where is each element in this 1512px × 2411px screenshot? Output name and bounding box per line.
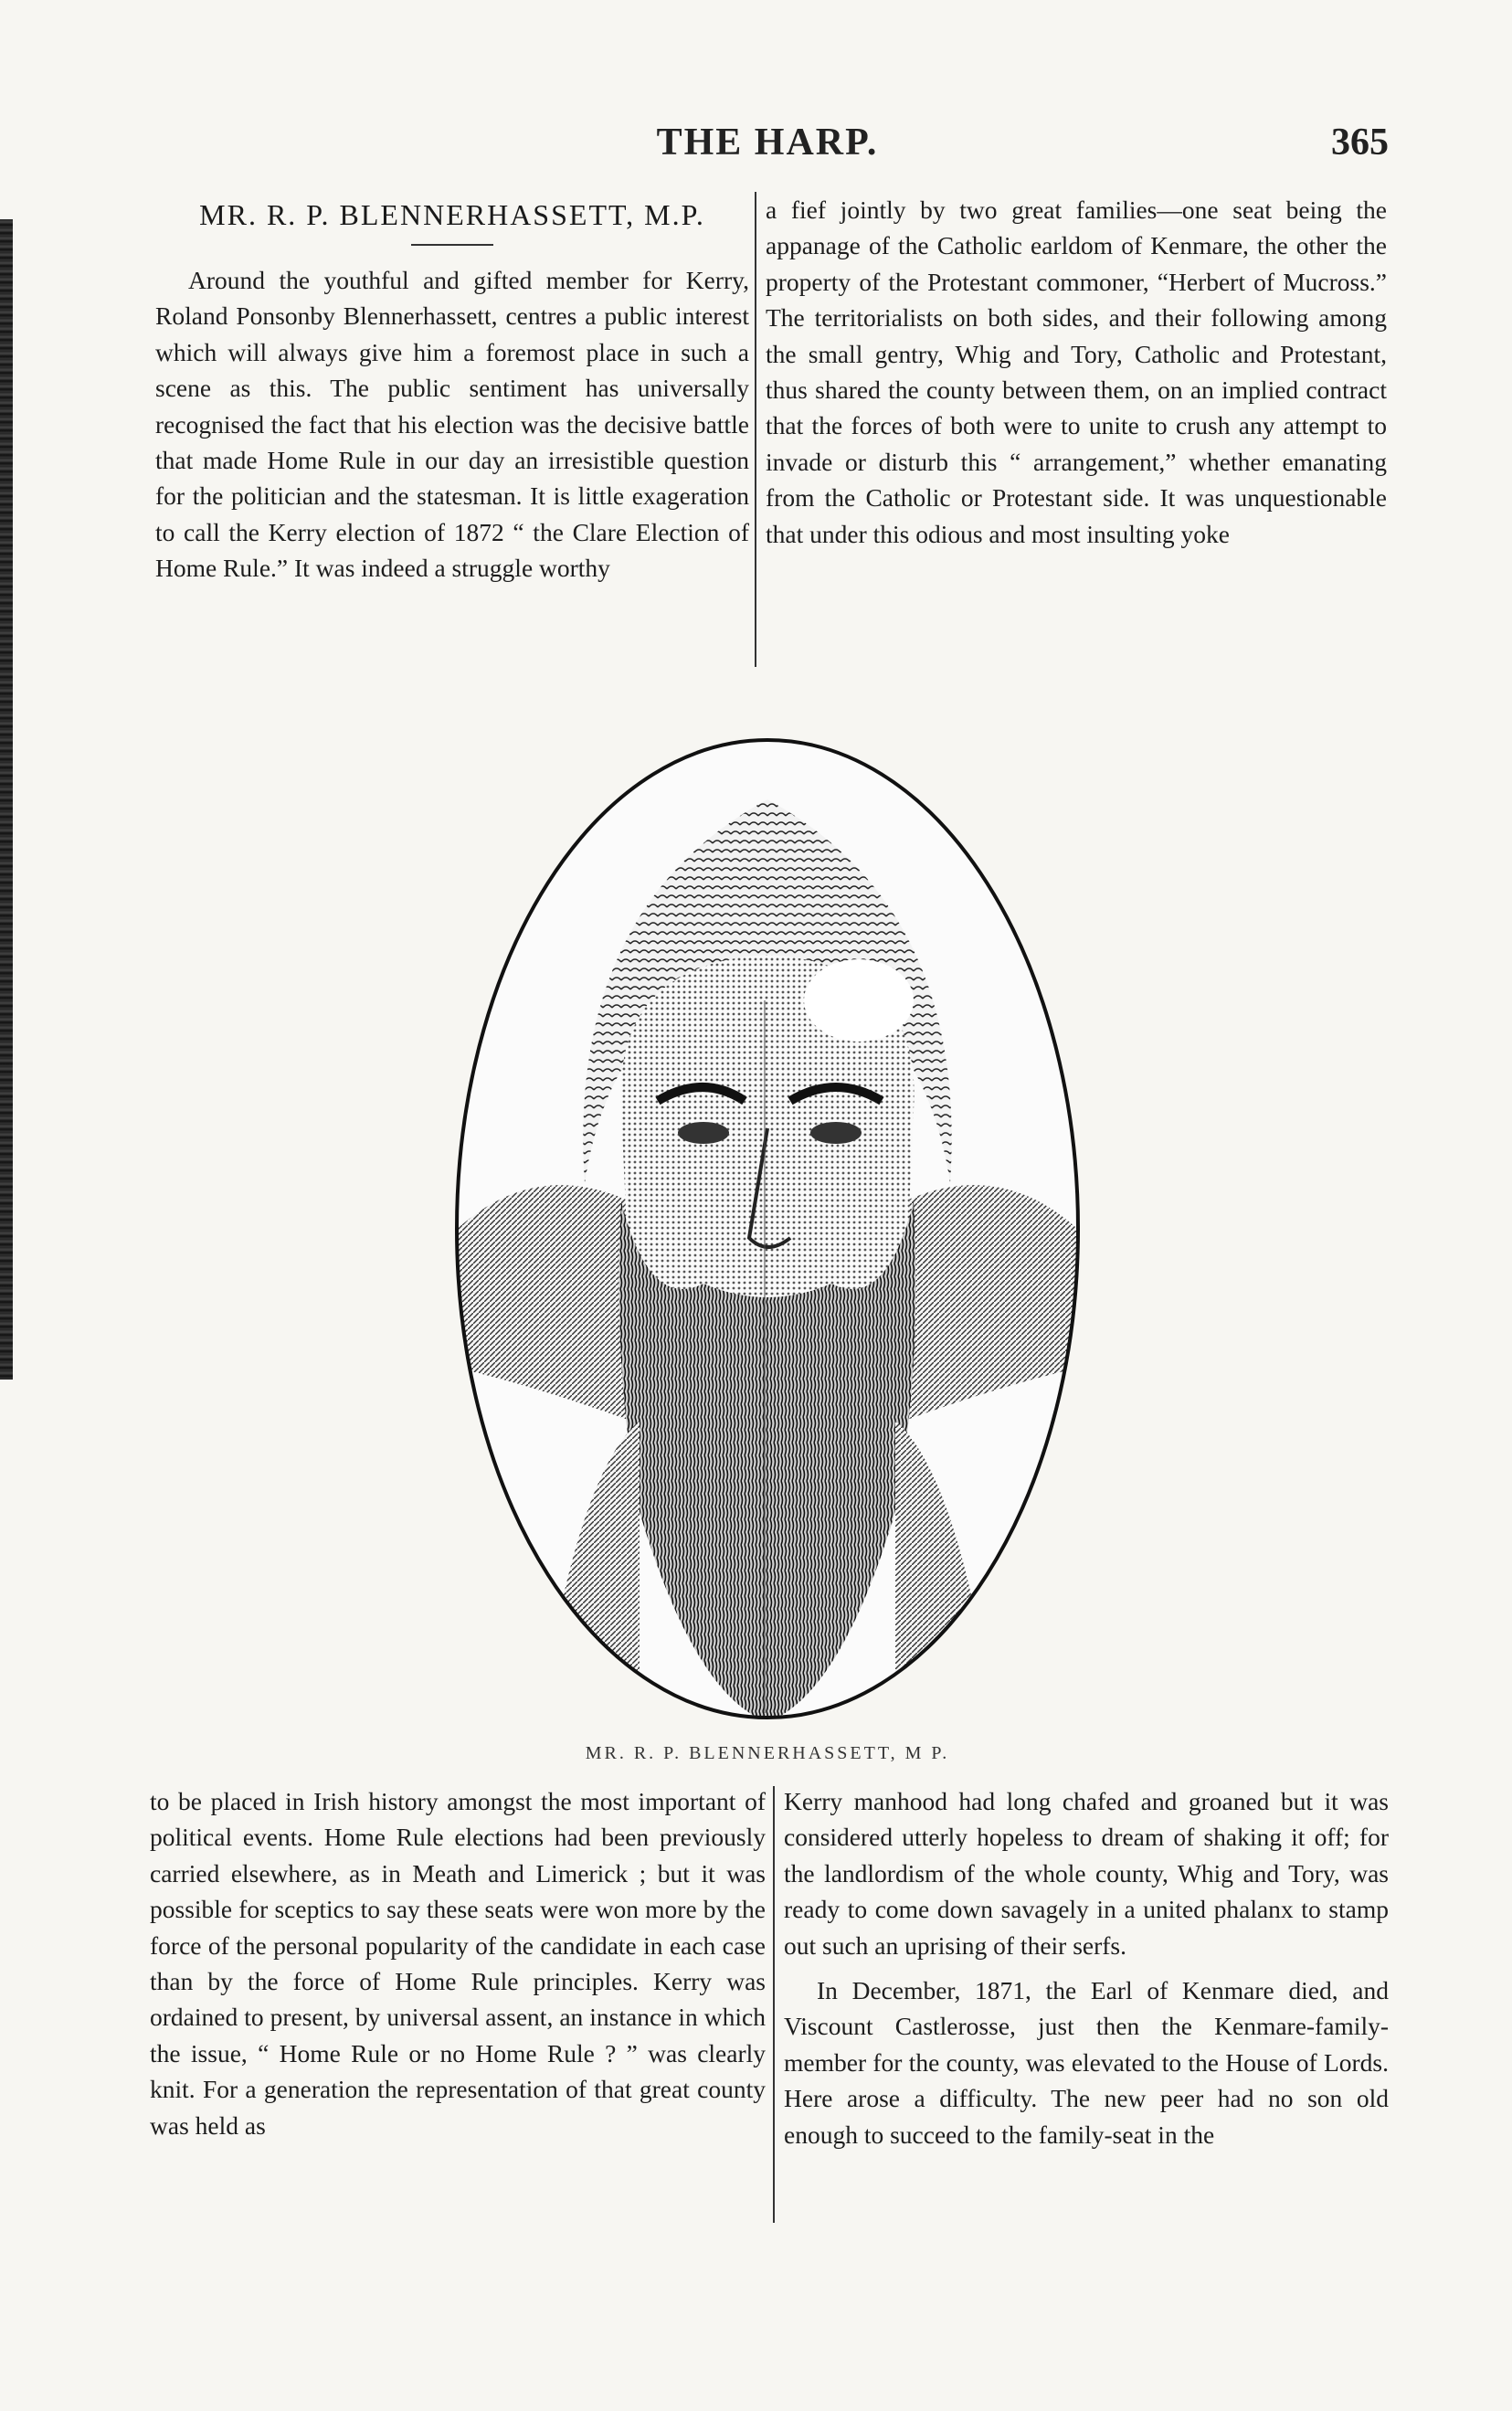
paragraph-bottom-right-2: In December, 1871, the Earl of Kenmare died, and Viscount Castlerosse, just then the Kenmare-family-member for the county, was elevated to the House of Lords. Here arose a difficulty. The new peer had no son old enough to succeed to the family-seat in the [784, 1976, 1389, 2149]
column-top-left [155, 187, 749, 587]
column-top-right [766, 192, 1387, 552]
paragraph-top-right: a fief jointly by two great families—one seat being the appanage of the Catholic earldom of Kenmare, the other the property of the Protestant commoner, “Herbert of Mucross.” The territorialists on both sides, and their following among the small gentry, Whig and Tory, Catholic and Protestant, thus shared the county between them, on an implied contract that the forces of both were to unite to crush any attempt to invade or disturb this “ arrangement,” whether emanating from the Catholic or Protestant side. It was unquestionable that under this odious and most insulting yoke [766, 196, 1387, 548]
column-bottom-right [784, 1783, 1389, 2152]
column-divider-top [755, 192, 756, 667]
article-title: MR. R. P. BLENNERHASSETT, M.P. [199, 198, 705, 231]
portrait-caption: MR. R. P. BLENNERHASSETT, M P. [585, 1743, 950, 1763]
running-head [146, 121, 1389, 164]
column-divider-bottom [773, 1786, 775, 2223]
portrait-image [429, 726, 1105, 1731]
page-edge-scan-artifact [0, 219, 13, 1380]
running-title: THE HARP. [656, 122, 879, 164]
paragraph-bottom-left: to be placed in Irish history amongst the most important of political events. Home Rule elections had been previously carried elsewhere, as in Meath and Limerick ; but it was possible for sceptics to say these seats were won more by the force of the personal popularity of the candidate in each case than by the force of Home Rule principles. Kerry was ordained to present, by universal assent, an instance in which the issue, “ Home Rule or no Home Rule ? ” was clearly knit. For a generation the representation of that great county was held as [150, 1787, 766, 2140]
paragraph-top-left: Around the youthful and gifted member for Kerry, Roland Ponsonby Blennerhassett, centres a public interest which will always give him a foremost place in such a scene as this. The public sentiment has universally recognised the fact that his election was the decisive battle that made Home Rule in our day an irresistible question for the politician and the statesman. It is little exageration to call the Kerry election of 1872 “ the Clare Election of Home Rule.” It was indeed a struggle worthy [155, 266, 749, 583]
title-rule [411, 244, 493, 246]
page-number: 365 [1331, 122, 1389, 164]
paragraph-bottom-right-1: Kerry manhood had long chafed and groaned but it was considered utterly hopeless to dream of shaking it off; for the landlordism of the whole county, Whig and Tory, was ready to come down savagely in a united phalanx to stamp out such an uprising of their serfs. [784, 1787, 1389, 1960]
column-bottom-left [150, 1783, 766, 2143]
portrait-engraving [429, 726, 1105, 1731]
